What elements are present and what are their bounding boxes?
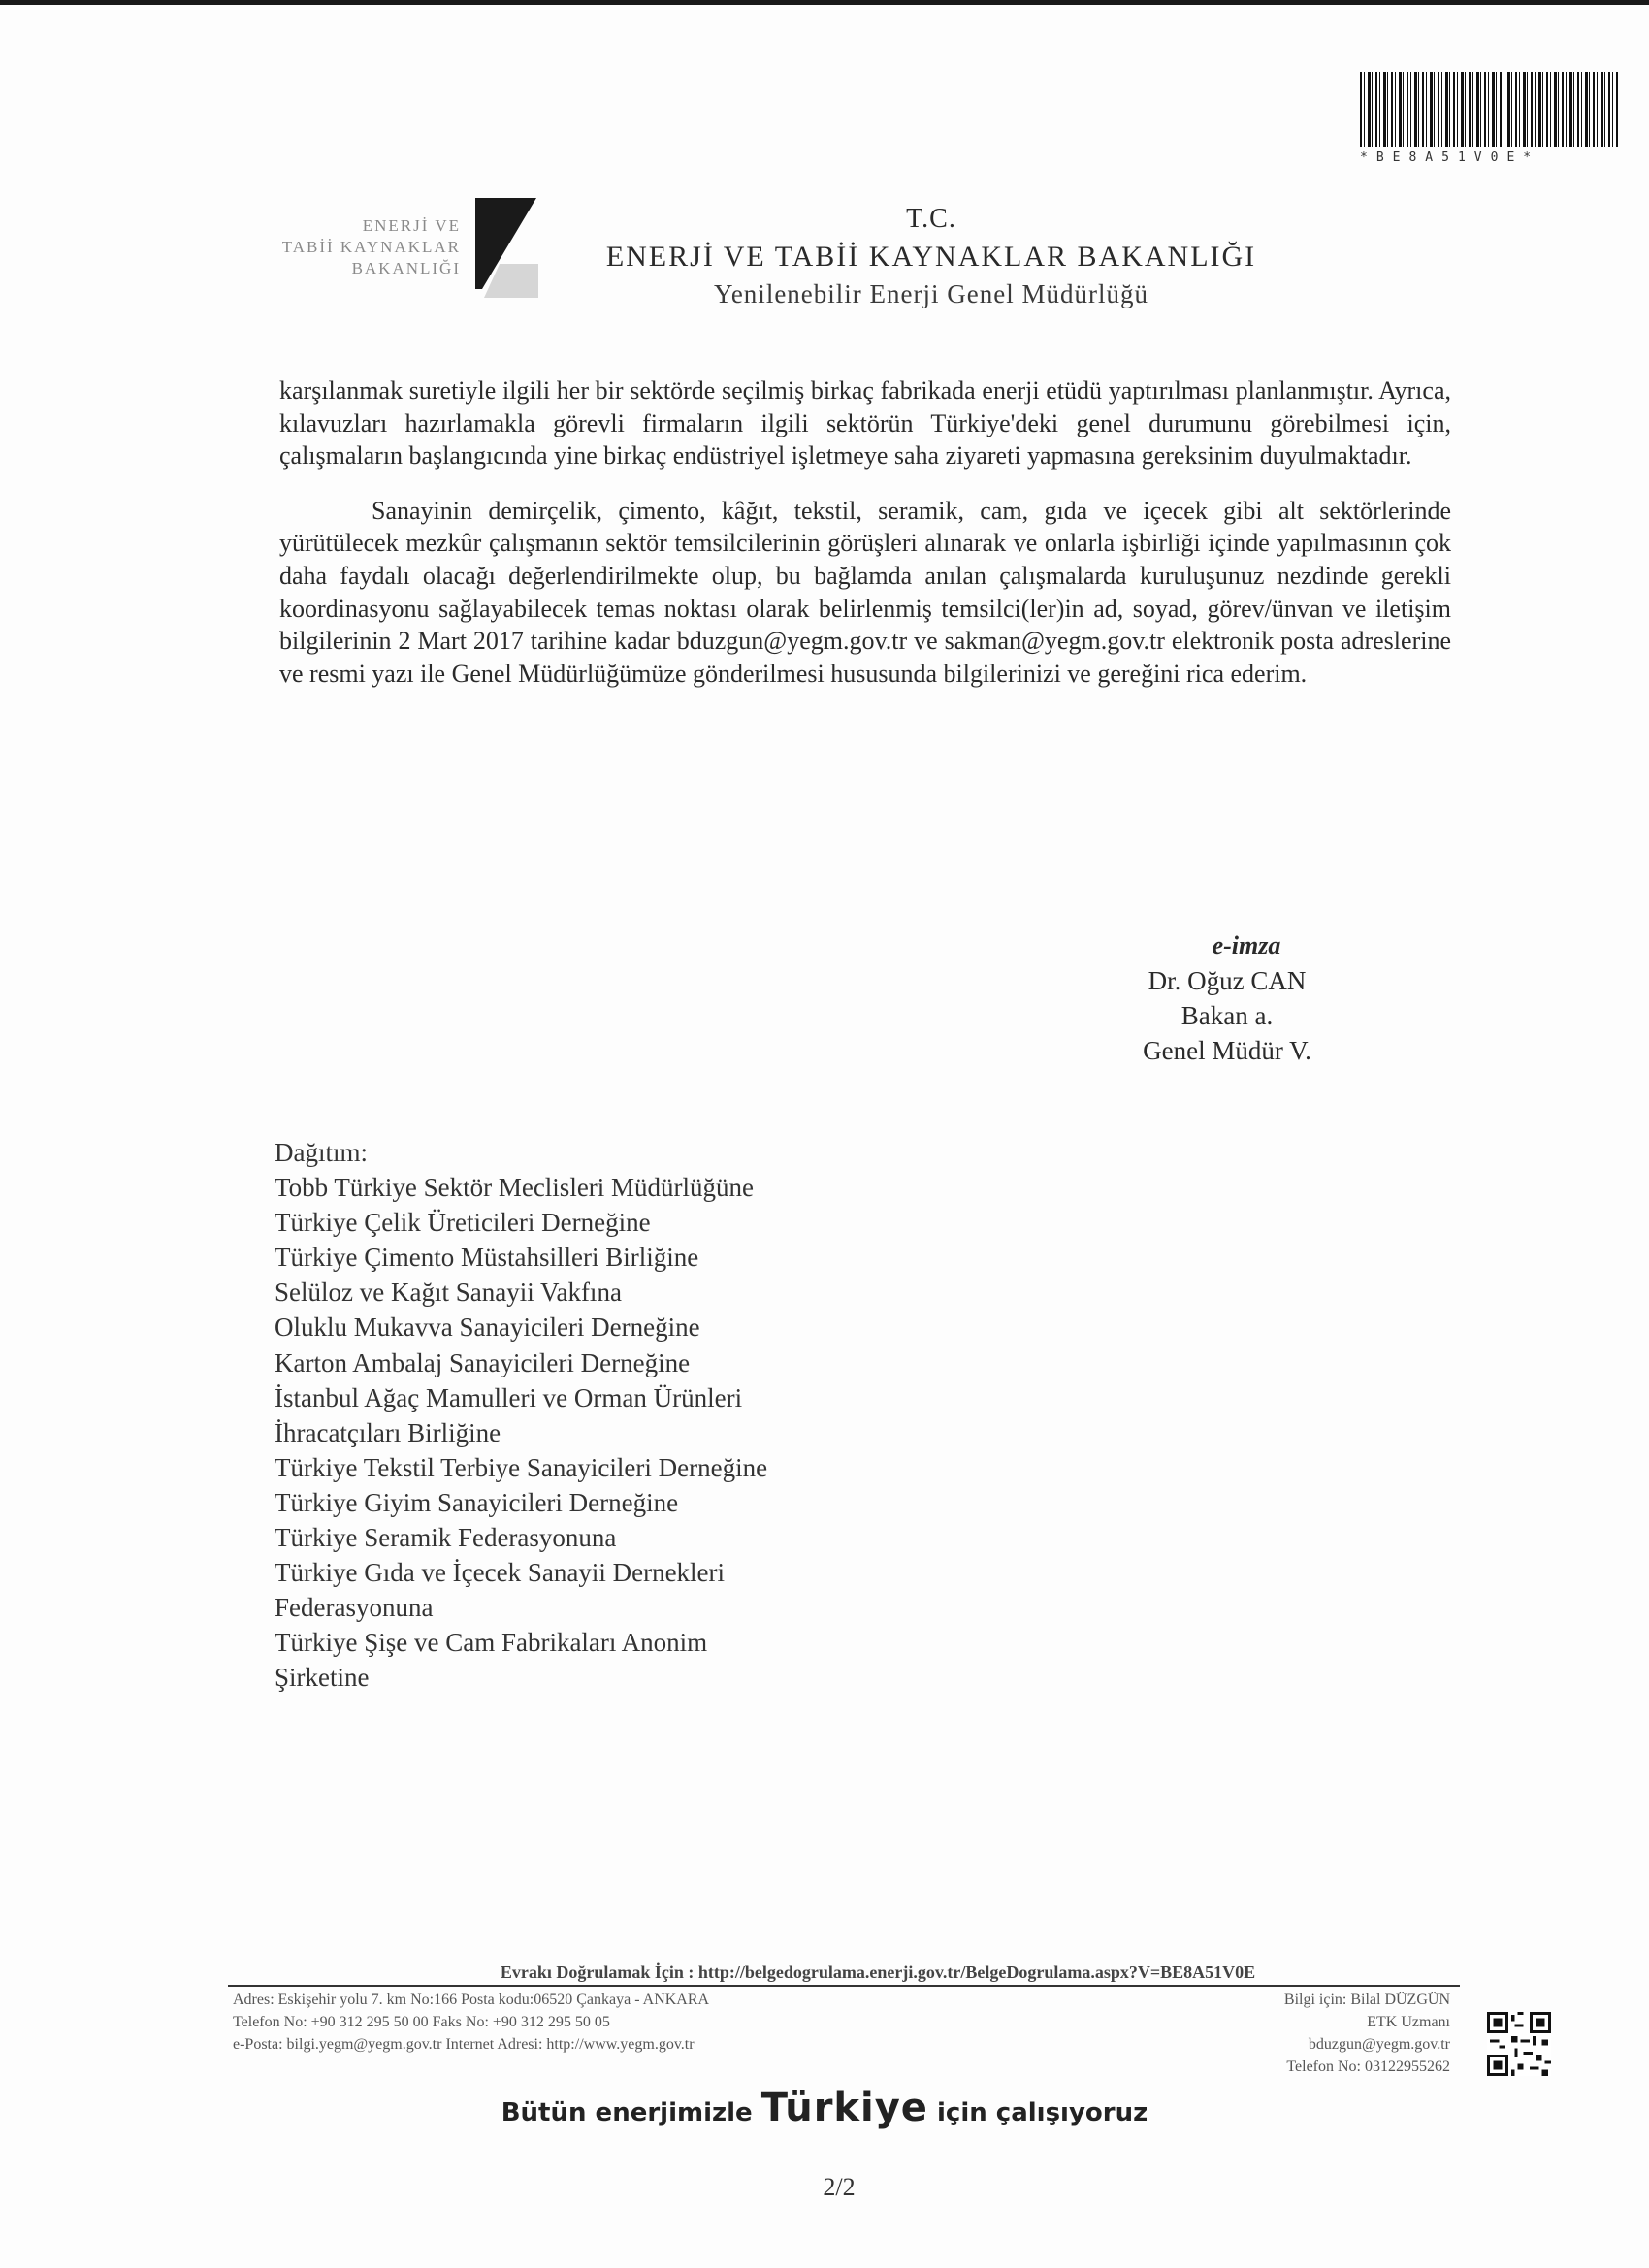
body-paragraph: Sanayinin demirçelik, çimento, kâğıt, tekstil, seramik, cam, gıda ve içecek gibi alt sektörlerinde yürütülecek mezkûr çalışmanın sektör temsilcilerinin görüşleri alınarak ve onlarla işbirliği içinde yapılmasının çok daha faydalı olacağı değerlendirilmekte olup, bu bağlamda anılan çalışmalarda kuruluşunuz nezdinde gerekli koordinasyonu sağlayabilecek temas noktası olarak belirlenmiş temsilci(ler)in ad, soyad, görev/ünvan ve iletişim bilgilerinin 2 Mart 2017 tarihine kadar bduzgun@yegm.gov.tr ve sakman@yegm.gov.tr elektronik posta adreslerine ve resmi yazı ile Genel Müdürlüğümüze gönderilmesi hususunda bilgilerinizi ve gereğini rica ederim. [279, 496, 1451, 688]
footer-contact [233, 1989, 1009, 2056]
ministry-logo [247, 196, 558, 303]
logo-text [247, 215, 461, 279]
logo-line: ENERJİ VE [362, 216, 461, 235]
list-item: Oluklu Mukavva Sanayicileri Derneğine [275, 1312, 700, 1343]
list-item: Şirketine [275, 1663, 370, 1693]
letter-body [279, 374, 1451, 712]
department-name: Yenilenebilir Enerji Genel Müdürlüğü [714, 279, 1148, 308]
letterhead [543, 204, 1319, 309]
distribution-heading: Dağıtım: [275, 1138, 368, 1167]
footer-web: e-Posta: bilgi.yegm@yegm.gov.tr Internet Adresi: http://www.yegm.gov.tr [233, 2036, 695, 2053]
distribution-list [275, 1135, 954, 1696]
slogan [388, 2086, 1261, 2130]
page-number: 2/2 [823, 2173, 856, 2201]
slogan-highlight: Türkiye [760, 2086, 928, 2130]
footer-phone: Telefon No: +90 312 295 50 00 Faks No: +90 312 295 50 05 [233, 2014, 610, 2030]
list-item: Türkiye Tekstil Terbiye Sanayicileri Derneğine [275, 1452, 768, 1482]
footer-divider [228, 1985, 1460, 1987]
ministry-name: ENERJİ VE TABİİ KAYNAKLAR BAKANLIĞI [605, 241, 1257, 273]
signature-block [1106, 928, 1348, 1068]
list-item: Türkiye Seramik Federasyonuna [275, 1523, 617, 1553]
barcode [1360, 72, 1622, 165]
list-item: Karton Ambalaj Sanayicileri Derneğine [275, 1347, 691, 1377]
footer-info [1183, 1989, 1450, 2078]
list-item: Türkiye Şişe ve Cam Fabrikaları Anonim [275, 1628, 708, 1658]
list-item: Türkiye Çimento Müstahsilleri Birliğine [275, 1243, 699, 1273]
signer-title: Genel Müdür V. [1143, 1036, 1311, 1065]
info-person: Bilgi için: Bilal DÜZGÜN [1283, 1992, 1450, 2008]
body-paragraph: karşılanmak suretiyle ilgili her bir sektörde seçilmiş birkaç fabrikada enerji etüdü yaptırılması planlanmıştır. Ayrıca, kılavuzları hazırlamakla görevli firmaların ilgili sektörün Türkiye'deki genel durumunu görebilmesi için, çalışmaların başlangıcında yine birkaç endüstriyel işletmeye saha ziyareti yapmasına gereksinim duyulmaktadır. [279, 376, 1451, 470]
info-email: bduzgun@yegm.gov.tr [1308, 2036, 1450, 2053]
list-item: Türkiye Giyim Sanayicileri Derneğine [275, 1487, 679, 1517]
slogan-part: için çalışıyoruz [937, 2098, 1148, 2127]
barcode-text: *BE8A51V0E* [1360, 150, 1540, 165]
logo-line: TABİİ KAYNAKLAR [281, 238, 461, 256]
list-item: Federasyonuna [275, 1593, 434, 1623]
list-item: Selüloz ve Kağıt Sanayii Vakfına [275, 1278, 622, 1308]
top-border [0, 0, 1649, 5]
signer-name: Dr. Oğuz CAN [1148, 966, 1307, 995]
info-title: ETK Uzmanı [1367, 2014, 1450, 2030]
signer-role: Bakan a. [1180, 1001, 1274, 1030]
e-signature-mark: e-imza [1212, 931, 1281, 959]
republic-label: T.C. [906, 204, 956, 234]
logo-line: BAKANLIĞI [351, 259, 461, 277]
list-item: İstanbul Ağaç Mamulleri ve Orman Ürünleri [275, 1382, 743, 1412]
list-item: Türkiye Gıda ve İçecek Sanayii Dernekleri [275, 1558, 726, 1588]
verification-link[interactable]: Evrakı Doğrulamak İçin : http://belgedogrulama.enerji.gov.tr/BelgeDogrulama.aspx?V=BE8A51V0E [500, 1962, 1256, 1982]
list-item: İhracatçıları Birliğine [275, 1417, 501, 1447]
list-item: Tobb Türkiye Sektör Meclisleri Müdürlüğüne [275, 1173, 755, 1203]
list-item: Türkiye Çelik Üreticileri Derneğine [275, 1208, 651, 1238]
qr-code-icon [1487, 2012, 1551, 2076]
info-phone: Telefon No: 03122955262 [1286, 2058, 1450, 2075]
footer-address: Adres: Eskişehir yolu 7. km No:166 Posta kodu:06520 Çankaya - ANKARA [233, 1992, 710, 2008]
barcode-bars [1360, 72, 1618, 147]
slogan-part: Bütün enerjimizle [501, 2098, 753, 2127]
